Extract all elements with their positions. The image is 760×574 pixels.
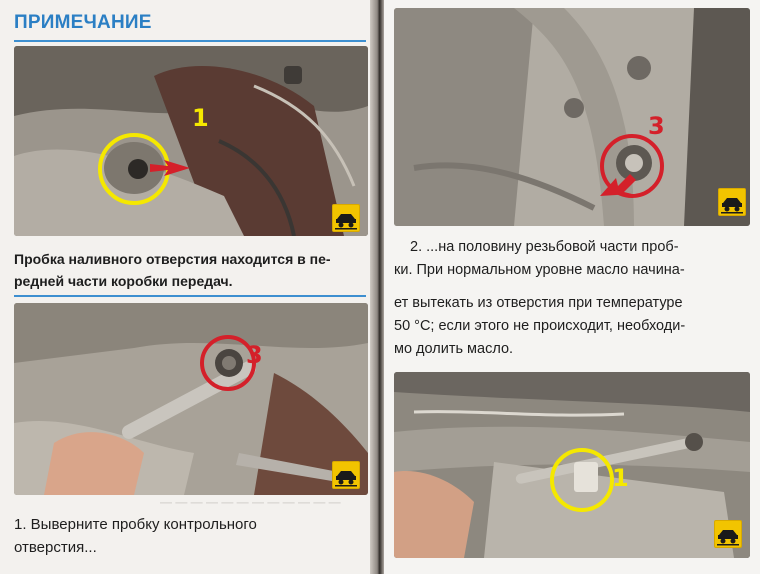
callout-number: 3 [246, 341, 263, 369]
red-arrow-icon [150, 160, 190, 176]
photo-plug-closeup [394, 8, 750, 226]
step-2-line-5: мо долить масло. [394, 341, 514, 357]
section-title: ПРИМЕЧАНИЕ [14, 12, 152, 33]
caption-line-2: редней части коробки передач. [14, 273, 233, 289]
yellow-callout-circle [552, 450, 612, 510]
title-rule [14, 40, 366, 42]
callout-number: 1 [612, 464, 629, 492]
step-2-line-3: ет вытекать из отверстия при температуре [394, 295, 683, 311]
callout-marks [394, 8, 750, 226]
step-1-line-1: 1. Выверните пробку контрольного [14, 516, 257, 533]
callout-number: 1 [192, 104, 209, 132]
callout-marks [394, 372, 750, 558]
car-lift-icon [332, 461, 360, 489]
caption-rule [14, 295, 366, 297]
callout-marks [14, 303, 368, 495]
left-page [0, 0, 372, 574]
callout-number: 3 [648, 112, 665, 140]
step-1-line-2: отверстия... [14, 539, 97, 556]
car-lift-icon [714, 520, 742, 548]
step-2-line-4: 50 °С; если этого не происходит, необходи- [394, 318, 686, 334]
caption-line-1: Пробка наливного отверстия находится в пе- [14, 251, 331, 267]
car-lift-icon [718, 188, 746, 216]
photo-filler-plug [14, 46, 368, 236]
photo-control-plug-wrench [14, 303, 368, 495]
car-lift-icon [332, 204, 360, 232]
callout-marks [14, 46, 368, 236]
step-2-line-2: ки. При нормальном уровне масло начина- [394, 262, 685, 278]
right-page [384, 0, 760, 574]
photo-filler-plug-underside [394, 372, 750, 558]
bleed-through-text: — — — — — — — — — — — — [160, 497, 341, 511]
step-2-line-1: 2. ...на половину резьбовой части проб- [410, 239, 679, 255]
